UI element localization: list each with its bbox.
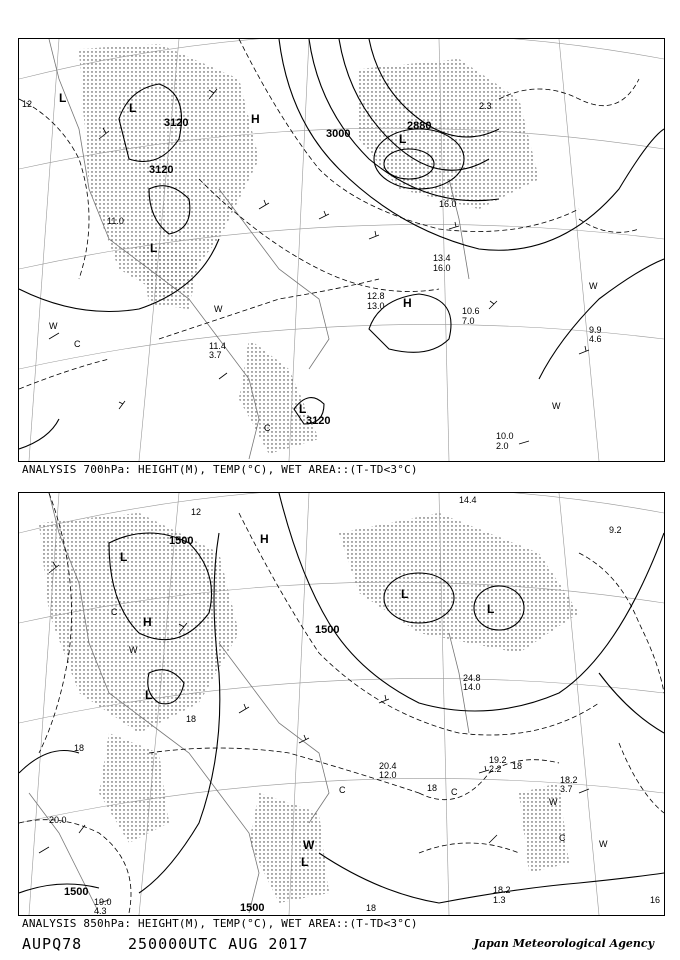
station-value: 11.4 <box>209 341 226 351</box>
station-value: 7.0 <box>462 316 475 326</box>
station-value: 2.2 <box>489 764 502 774</box>
station-value: 3.7 <box>560 784 573 794</box>
warm-center: W <box>129 645 138 655</box>
station-value: 11.0 <box>107 216 124 226</box>
station-value: 9.9 <box>589 325 602 335</box>
low-center: L <box>487 602 495 616</box>
contour-label: 3000 <box>326 128 351 140</box>
warm-center: W <box>589 281 598 291</box>
contour-label: 2880 <box>407 120 432 132</box>
station-value: 10.0 <box>496 431 514 441</box>
contour-label: 1500 <box>169 535 194 547</box>
warm-center: W <box>49 321 58 331</box>
high-center: H <box>251 112 260 126</box>
warm-center: W <box>549 797 558 807</box>
high-center: H <box>260 532 269 546</box>
isotherm-label: 18 <box>366 903 377 913</box>
contour-label: 1500 <box>64 886 89 898</box>
cold-center: C <box>559 833 566 843</box>
station-value: 3.7 <box>209 350 222 360</box>
warm-center: W <box>599 839 608 849</box>
station-value: 1.3 <box>493 895 506 905</box>
low-center: L <box>150 241 158 255</box>
high-center: H <box>143 615 152 629</box>
low-center: L <box>59 91 67 105</box>
low-center: L <box>401 587 409 601</box>
isotherm-label: 18 <box>512 761 523 771</box>
cold-center: C <box>339 785 346 795</box>
contour-label: 1500 <box>315 624 340 636</box>
station-value: 9.2 <box>609 525 622 535</box>
isotherm-label: 18 <box>427 783 438 793</box>
low-center: L <box>129 101 137 115</box>
station-value: 4.3 <box>94 906 107 915</box>
panel-caption-850hpa: ANALYSIS 850hPa: HEIGHT(M), TEMP(°C), WET AREA::(T-TD<3°C) <box>22 917 418 930</box>
station-value: 18.2 <box>493 885 511 895</box>
low-center: L <box>120 550 128 564</box>
station-value: 10.6 <box>462 306 480 316</box>
cold-center: C <box>74 339 81 349</box>
isotherm-label: 16 <box>650 895 661 905</box>
map-panel-850hpa <box>18 492 665 916</box>
low-center: L <box>399 132 407 146</box>
map-850hpa-svg <box>19 493 664 915</box>
isotherm-label: 12 <box>191 507 202 517</box>
station-value: 13.4 <box>433 253 451 263</box>
low-center: L <box>299 402 307 416</box>
station-value: 24.8 <box>463 673 481 683</box>
station-value: 16.0 <box>433 263 451 273</box>
station-value: 18.2 <box>560 775 578 785</box>
cold-center: C <box>111 607 118 617</box>
contour-label: 3120 <box>149 164 174 176</box>
station-value: 19.0 <box>94 897 112 907</box>
cold-center: C <box>451 787 458 797</box>
station-value: 2.0 <box>496 441 509 451</box>
station-value: 4.6 <box>589 334 602 344</box>
agency-name: Japan Meteorological Agency <box>473 937 654 950</box>
station-value: 12 <box>22 99 33 109</box>
panel-caption-700hpa: ANALYSIS 700hPa: HEIGHT(M), TEMP(°C), WET AREA::(T-TD<3°C) <box>22 463 418 476</box>
low-center: L <box>301 855 309 869</box>
station-value: 12.0 <box>379 770 397 780</box>
valid-time: 250000UTC AUG 2017 <box>128 935 309 953</box>
high-center: H <box>403 296 412 310</box>
low-center: L <box>145 688 153 702</box>
station-value: 19.2 <box>489 755 507 765</box>
map-panel-700hpa <box>18 38 665 462</box>
station-value: 16.0 <box>439 199 457 209</box>
warm-center: W <box>214 304 223 314</box>
station-value: 2.3 <box>479 101 492 111</box>
map-700hpa-svg <box>19 39 664 461</box>
station-value: 12.8 <box>367 291 385 301</box>
station-value: 20.0 <box>49 815 67 825</box>
chart-code: AUPQ78 <box>22 935 83 953</box>
contour-label: 3120 <box>164 117 189 129</box>
station-value: 20.4 <box>379 761 397 771</box>
station-value: 14.4 <box>459 495 477 505</box>
cold-center: C <box>264 423 271 433</box>
isotherm-label: 18 <box>74 743 85 753</box>
warm-center: W <box>552 401 561 411</box>
wet-area <box>79 44 539 454</box>
station-value: 13.0 <box>367 301 385 311</box>
isotherm-label: 18 <box>186 714 197 724</box>
station-value: 14.0 <box>463 682 481 692</box>
contour-label: 1500 <box>240 902 265 914</box>
warm-center: W <box>303 838 315 852</box>
contour-label: 3120 <box>306 415 331 427</box>
